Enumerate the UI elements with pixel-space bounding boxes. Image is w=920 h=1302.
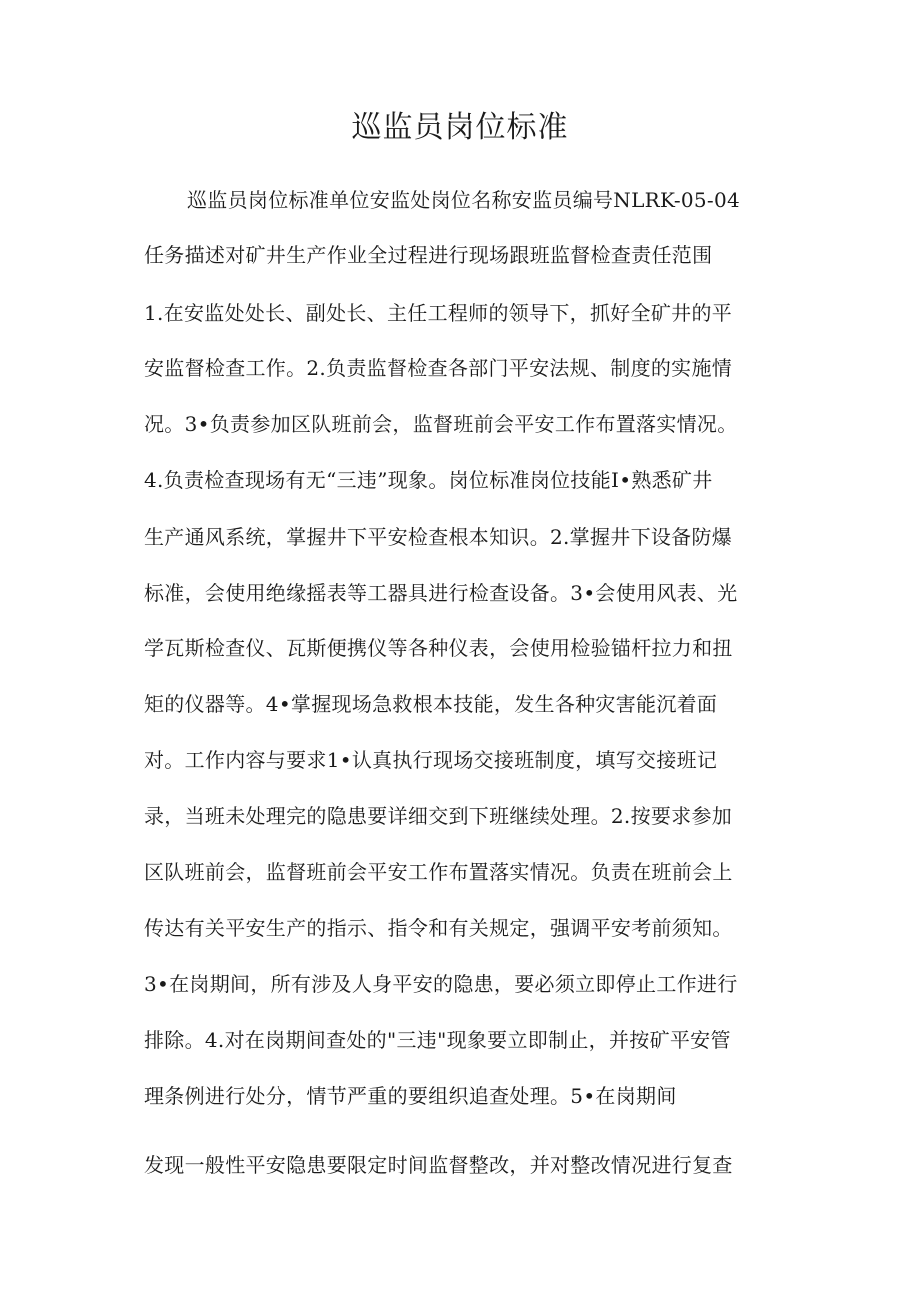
paragraph-line: 3•在岗期间，所有涉及人身平安的隐患，要必须立即停止工作进行 — [144, 972, 738, 996]
paragraph-line: 矩的仪器等。4•掌握现场急救根本技能，发生各种灾害能沉着面 — [144, 692, 718, 716]
paragraph-line: 传达有关平安生产的指示、指令和有关规定，强调平安考前须知。 — [144, 916, 733, 940]
paragraph-line: 排除。4.对在岗期间查处的"三违"现象要立即制止，并按矿平安管 — [144, 1028, 731, 1052]
paragraph-line: 生产通风系统，掌握井下平安检查根本知识。2.掌握井下设备防爆 — [144, 525, 733, 549]
paragraph-line: 区队班前会，监督班前会平安工作布置落实情况。负责在班前会上 — [144, 860, 733, 884]
paragraph-line: 任务描述对矿井生产作业全过程进行现场跟班监督检查责任范围 — [144, 243, 713, 267]
paragraph-line: 学瓦斯检查仪、瓦斯便携仪等各种仪表，会使用检验锚杆拉力和扭 — [144, 636, 733, 660]
paragraph-line: 标准，会使用绝缘摇表等工器具进行检查设备。3•会使用风表、光 — [144, 581, 738, 605]
paragraph-line: 1.在安监处处长、副处长、主任工程师的领导下，抓好全矿井的平 — [144, 301, 733, 325]
paragraph-line: 录，当班未处理完的隐患要详细交到下班继续处理。2.按要求参加 — [144, 804, 733, 828]
paragraph-line: 巡监员岗位标准单位安监处岗位名称安监员编号NLRK-05-04 — [187, 188, 741, 212]
paragraph-line: 对。工作内容与要求1•认真执行现场交接班制度，填写交接班记 — [144, 748, 718, 772]
paragraph-line: 安监督检查工作。2.负责监督检查各部门平安法规、制度的实施情 — [144, 356, 733, 380]
paragraph-line: 况。3•负责参加区队班前会，监督班前会平安工作布置落实情况。 — [144, 412, 738, 436]
document-title: 巡监员岗位标准 — [351, 110, 569, 145]
paragraph-line: 4.负责检查现场有无“三违”现象。岗位标准岗位技能I•熟悉矿井 — [144, 468, 713, 492]
paragraph-line: 发现一般性平安隐患要限定时间监督整改，并对整改情况进行复查 — [144, 1153, 733, 1177]
paragraph-line: 理条例进行处分，情节严重的要组织追查处理。5•在岗期间 — [144, 1084, 677, 1108]
